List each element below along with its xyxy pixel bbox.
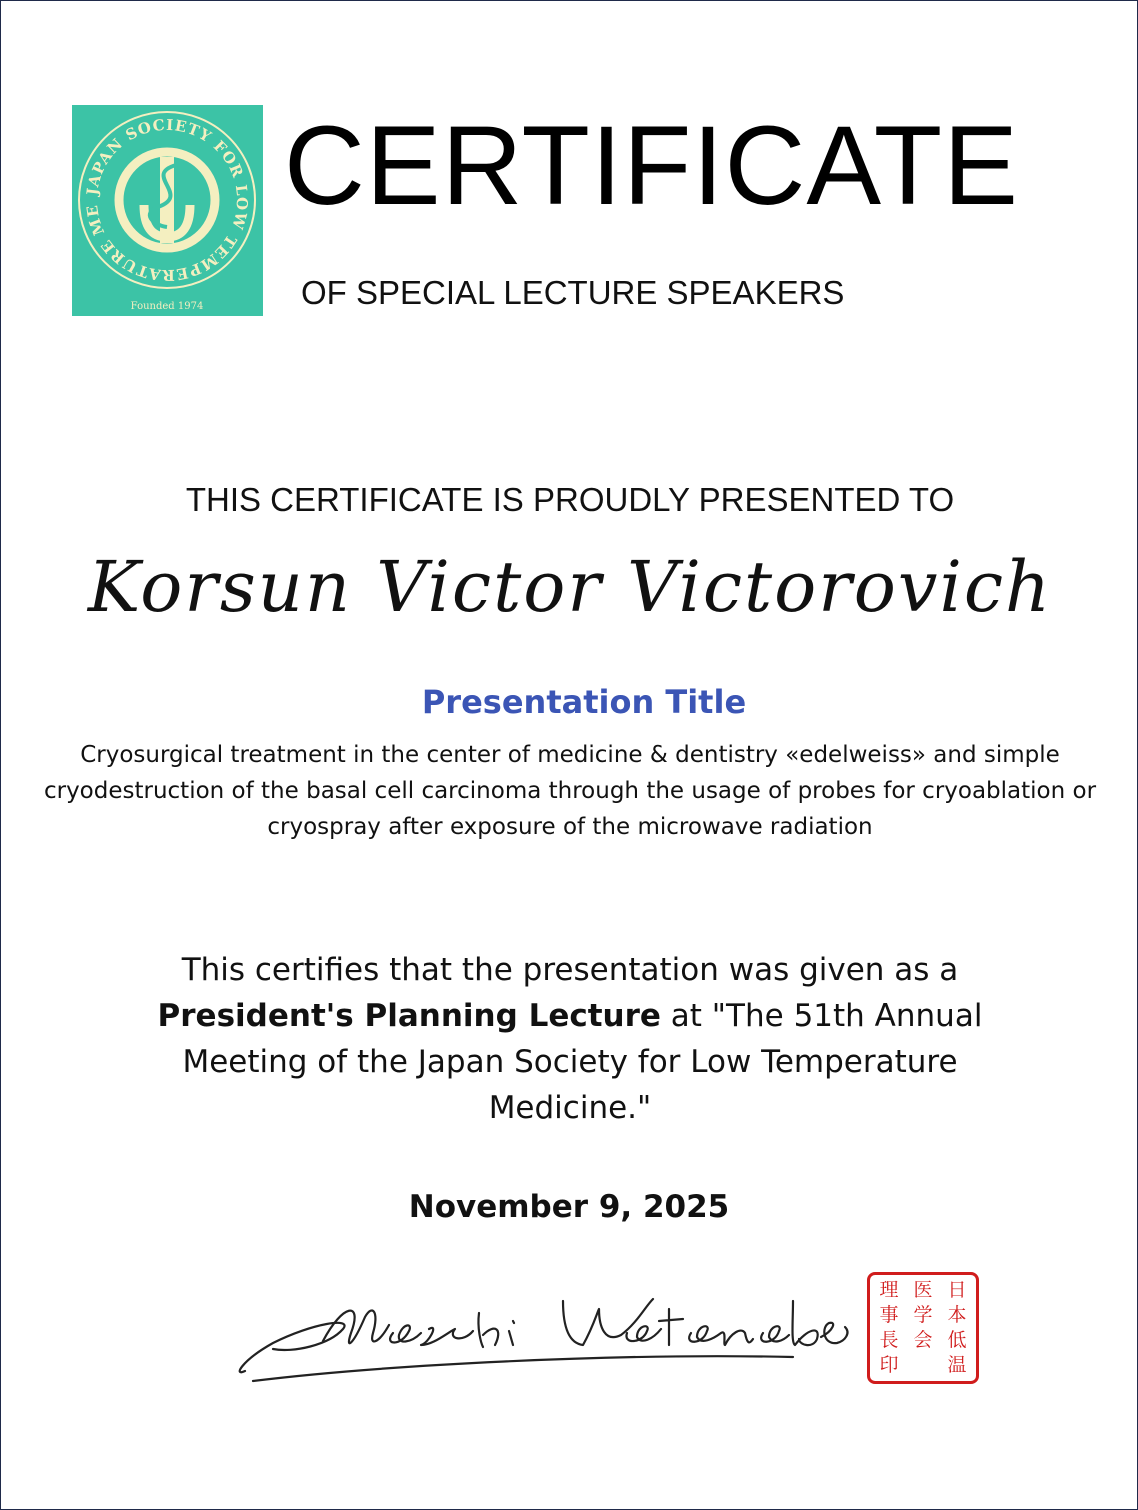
seal-char: 本 xyxy=(947,1304,967,1326)
recipient-name: Korsun Victor Victorovich xyxy=(87,546,1053,628)
president-signature xyxy=(233,1273,853,1388)
svg-text:JAPAN SOCIETY FOR LOW TEMPERAT: JAPAN SOCIETY FOR LOW TEMPERATURE ME xyxy=(82,115,252,285)
certificate-title: CERTIFICATE xyxy=(284,103,1019,228)
seal-char xyxy=(906,1353,940,1378)
presentation-title-text: Cryosurgical treatment in the center of medicine & dentistry «edelweiss» and simple cryodestruction of the basal cell carcinoma through the usage of probes for cryoablation or cryospray after exposure of the microwave radiation xyxy=(43,742,1097,840)
certification-suffix: at "The 51th Annual Meeting of the Japan Society for Low Temperature Medicine." xyxy=(182,998,983,1126)
seal-char: 理 xyxy=(879,1279,899,1301)
presented-to-line: THIS CERTIFICATE IS PROUDLY PRESENTED TO xyxy=(185,481,955,518)
seal-char: 低 xyxy=(947,1329,967,1351)
lecture-type: President's Planning Lecture xyxy=(157,998,661,1034)
certification-prefix: This certifies that the presentation was given as a xyxy=(181,952,959,988)
seal-char: 日 xyxy=(947,1279,967,1301)
seal-char: 長 xyxy=(879,1329,899,1351)
seal-char: 事 xyxy=(879,1304,899,1326)
seal-char: 会 xyxy=(913,1329,933,1351)
certificate-subtitle: OF SPECIAL LECTURE SPEAKERS xyxy=(301,274,845,311)
seal-char: 医 xyxy=(913,1279,933,1301)
seal-char: 学 xyxy=(913,1304,933,1326)
certification-statement xyxy=(151,947,989,1131)
svg-text:Founded 1974: Founded 1974 xyxy=(130,301,204,312)
society-logo xyxy=(72,105,263,316)
certificate-date: November 9, 2025 xyxy=(408,1189,730,1225)
seal-char: 温 xyxy=(947,1354,967,1376)
official-seal xyxy=(867,1272,979,1384)
presentation-title-label: Presentation Title xyxy=(421,683,747,721)
seal-char: 印 xyxy=(879,1354,899,1376)
